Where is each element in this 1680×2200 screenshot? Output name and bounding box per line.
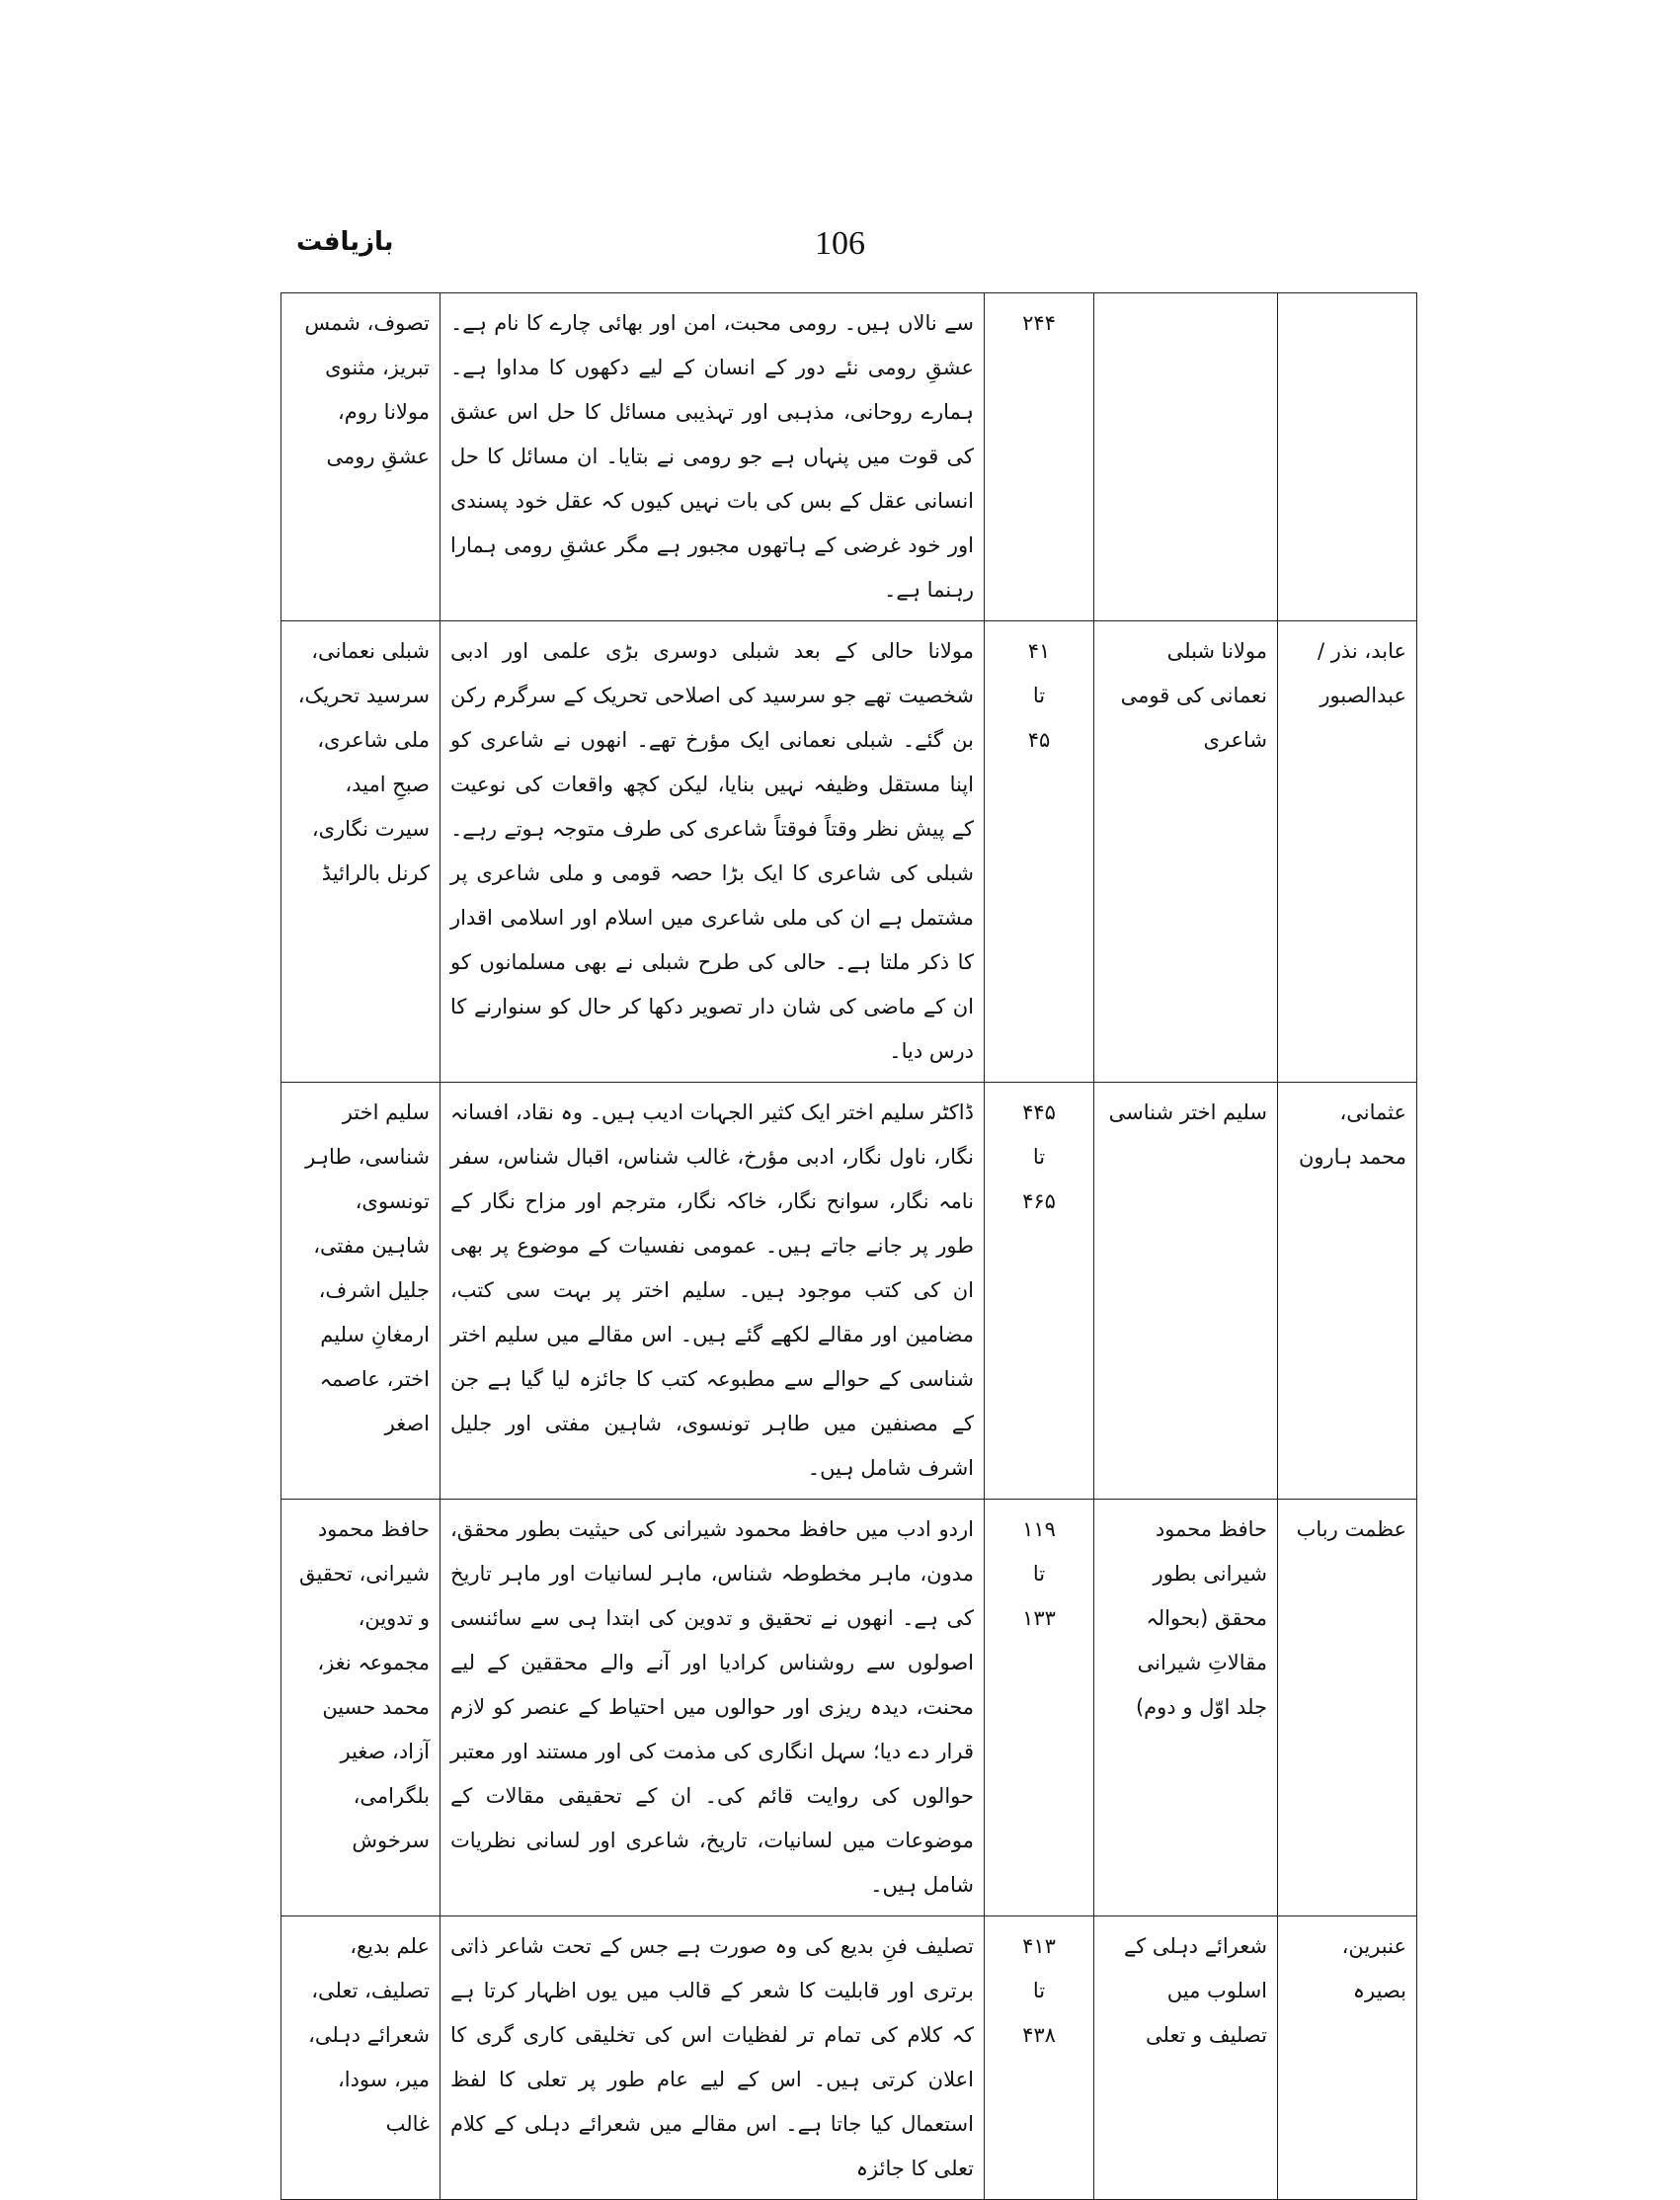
keywords-cell: تصوف، شمس تبریز، مثنوی مولانا روم، عشقِ رومی: [281, 293, 440, 621]
title-cell: حافظ محمود شیرانی بطور محقق (بحوالہ مقالاتِ شیرانی جلد اوّل و دوم): [1094, 1500, 1278, 1916]
abstract-cell: سے نالاں ہیں۔ رومی محبت، امن اور بھائی چارے کا نام ہے۔ عشقِ رومی نئے دور کے انسان کے لیے دکھوں کا مداوا ہے۔ ہمارے روحانی، مذہبی اور تہذیبی مسائل کا حل اس عشق کی قوت میں پنہاں ہے جو رومی نے بتایا۔ ان مسائل کا حل انسانی عقل کے بس کی بات نہیں کیوں کہ عقل خود پسندی اور خود غرضی کے ہاتھوں مجبور ہے مگر عشقِ رومی ہمارا رہنما ہے۔: [440, 293, 985, 621]
page-start: ۴۱: [1027, 639, 1051, 663]
title-cell: سلیم اختر شناسی: [1094, 1083, 1278, 1500]
table-row: [281, 1500, 1417, 1916]
title-cell: [1094, 293, 1278, 621]
page-end: ۱۳۳: [1022, 1606, 1056, 1630]
pages-cell: [985, 1083, 1094, 1500]
table-row: [281, 621, 1417, 1083]
table-row: [281, 1916, 1417, 2200]
pages-cell: [985, 621, 1094, 1083]
title-cell: مولانا شبلی نعمانی کی قومی شاعری: [1094, 621, 1278, 1083]
page-start: ۴۴۵: [1022, 1100, 1056, 1124]
abstract-cell: مولانا حالی کے بعد شبلی دوسری بڑی علمی اور ادبی شخصیت تھے جو سرسید کی اصلاحی تحریک کے سرگرم رکن بن گئے۔ شبلی نعمانی ایک مؤرخ تھے۔ انھوں نے شاعری کو اپنا مستقل وظیفہ نہیں بنایا، لیکن کچھ واقعات کی نوعیت کے پیش نظر وقتاً فوقتاً شاعری کی طرف متوجہ ہوتے رہے۔ شبلی کی شاعری کا ایک بڑا حصہ قومی و ملی شاعری پر مشتمل ہے ان کی ملی شاعری میں اسلام اور اسلامی اقدار کا ذکر ملتا ہے۔ حالی کی طرح شبلی نے بھی مسلمانوں کو ان کے ماضی کی شان دار تصویر دکھا کر حال کو سنوارنے کا درس دیا۔: [440, 621, 985, 1083]
page-number: 106: [815, 225, 865, 262]
page-to: تا: [1032, 1979, 1046, 2002]
abstract-cell: ڈاکٹر سلیم اختر ایک کثیر الجہات ادیب ہیں۔ وہ نقاد، افسانہ نگار، ناول نگار، ادبی مؤرخ، غالب شناس، اقبال شناس، سفر نامہ نگار، سوانح نگار، خاکہ نگار، مترجم اور مزاح نگار کے طور پر جانے جاتے ہیں۔ عمومی نفسیات کے موضوع پر بھی ان کی کتب موجود ہیں۔ سلیم اختر پر بہت سی کتب، مضامین اور مقالے لکھے گئے ہیں۔ اس مقالے میں سلیم اختر شناسی کے حوالے سے مطبوعہ کتب کا جائزہ لیا گیا ہے جن کے مصنفین میں طاہر تونسوی، شاہین مفتی اور جلیل اشرف شامل ہیں۔: [440, 1083, 985, 1500]
abstract-cell: تصلیف فنِ بدیع کی وہ صورت ہے جس کے تحت شاعر ذاتی برتری اور قابلیت کا شعر کے قالب میں یوں اظہار کرتا ہے کہ کلام کی تمام تر لفظیات اس کی تخلیقی کاری گری کا اعلان کرتی ہیں۔ اس کے لیے عام طور پر تعلی کا لفظ استعمال کیا جاتا ہے۔ اس مقالے میں شعرائے دہلی کے کلام تعلی کا جائزہ: [440, 1916, 985, 2200]
pages-cell: [985, 1916, 1094, 2200]
keywords-cell: علم بدیع، تصلیف، تعلی، شعرائے دہلی، میر، سودا، غالب: [281, 1916, 440, 2200]
page-end: ۴۶۵: [1022, 1189, 1056, 1213]
pages-cell: [985, 293, 1094, 621]
journal-title: بازیافت: [296, 227, 394, 257]
authors-cell: عابد، نذر / عبدالصبور: [1278, 621, 1417, 1083]
keywords-cell: حافظ محمود شیرانی، تحقیق و تدوین، مجموعہ نغز، محمد حسین آزاد، صغیر بلگرامی، سرخوش: [281, 1500, 440, 1916]
pages-cell: [985, 1500, 1094, 1916]
keywords-cell: شبلی نعمانی، سرسید تحریک، ملی شاعری، صبحِ امید، سیرت نگاری، کرنل بالرائیڈ: [281, 621, 440, 1083]
page-end: ۴۵: [1027, 728, 1051, 752]
page-start: ۱۱۹: [1022, 1517, 1056, 1541]
authors-cell: عظمت رباب: [1278, 1500, 1417, 1916]
abstract-cell: اردو ادب میں حافظ محمود شیرانی کی حیثیت بطور محقق، مدون، ماہر مخطوطہ شناس، ماہر لسانیات اور ماہر تاریخ کی ہے۔ انھوں نے تحقیق و تدوین کی ابتدا ہی سے سائنسی اصولوں سے روشناس کرادیا اور آنے والے محققین کے لیے محنت، دیدہ ریزی اور حوالوں میں احتیاط کے عنصر کو لازم قرار دے دیا؛ سہل انگاری کی مذمت کی اور مستند اور معتبر حوالوں کی روایت قائم کی۔ ان کے تحقیقی مقالات کے موضوعات میں لسانیات، تاریخ، شاعری اور لسانی نظریات شامل ہیں۔: [440, 1500, 985, 1916]
page-start: ۲۴۴: [1022, 311, 1056, 335]
page-end: ۴۳۸: [1022, 2023, 1056, 2047]
index-table: [280, 292, 1417, 2200]
authors-cell: عنبرین، بصیرہ: [1278, 1916, 1417, 2200]
page-to: تا: [1032, 1145, 1046, 1169]
table-row: [281, 293, 1417, 621]
keywords-cell: سلیم اختر شناسی، طاہر تونسوی، شاہین مفتی، جلیل اشرف، ارمغانِ سلیم اختر، عاصمہ اصغر: [281, 1083, 440, 1500]
page-to: تا: [1032, 684, 1046, 707]
page-to: تا: [1032, 1562, 1046, 1586]
title-cell: شعرائے دہلی کے اسلوب میں تصلیف و تعلی: [1094, 1916, 1278, 2200]
page-start: ۴۱۳: [1022, 1934, 1056, 1958]
authors-cell: [1278, 293, 1417, 621]
table-row: [281, 1083, 1417, 1500]
authors-cell: عثمانی، محمد ہارون: [1278, 1083, 1417, 1500]
